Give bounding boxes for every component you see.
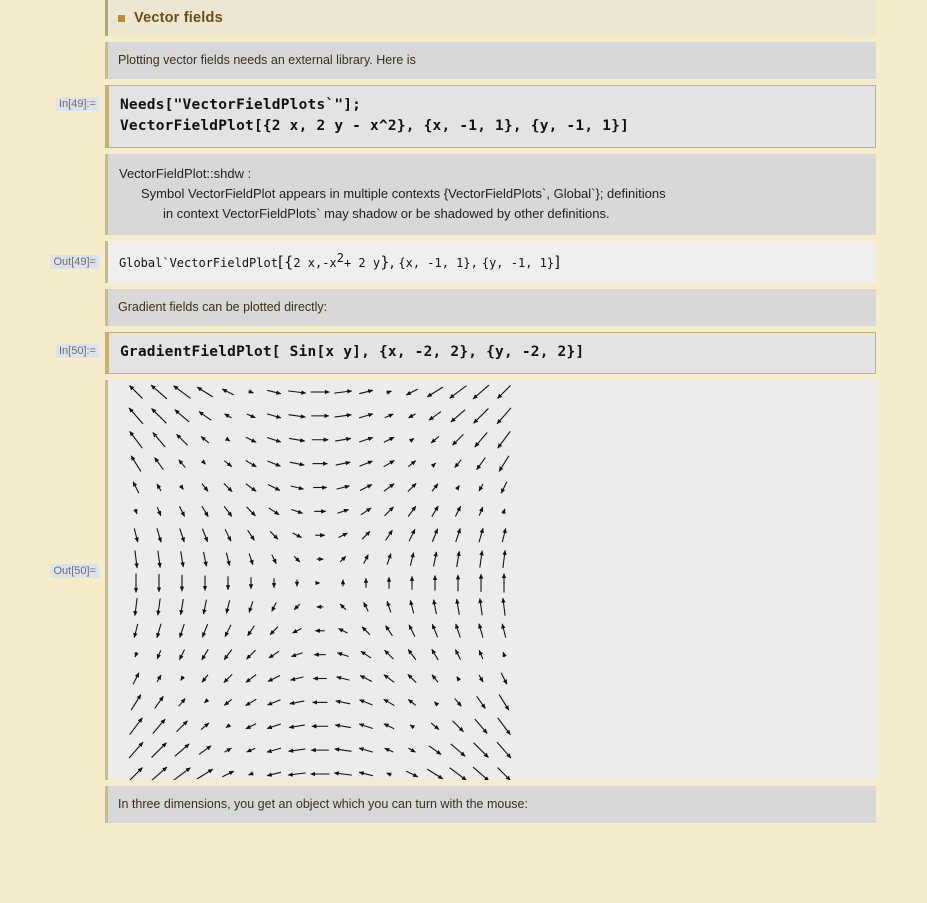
message-cell-shdw [0, 154, 927, 235]
bracket-close-icon: ] [554, 253, 560, 272]
section-heading-cell [0, 0, 927, 36]
input-label-49: In[49]:= [56, 97, 99, 111]
input-label-50-wrap [0, 332, 105, 358]
page-title: Vector fields [134, 10, 223, 26]
text-cell-content[interactable]: Plotting vector fields needs an external library. Here is [105, 42, 876, 79]
output-arg-c: {x, -1, 1}, [398, 256, 478, 271]
input-label-50: In[50]:= [56, 344, 99, 358]
code-line: VectorFieldPlot[{2 x, 2 y - x^2}, {x, -1, 1}, {y, -1, 1}] [120, 118, 629, 135]
output-head: Global`VectorFieldPlot [119, 256, 278, 271]
output-arg-b-base: -x [322, 256, 337, 271]
input-cell-49 [0, 85, 927, 148]
output-arg-b-rest: + 2 y [343, 256, 381, 271]
section-heading[interactable] [105, 0, 876, 36]
vector-field-svg [108, 380, 878, 780]
input-label-49-wrap [0, 85, 105, 111]
message-line-1: Symbol VectorFieldPlot appears in multiple contexts {VectorFieldPlots`, Global`}; definitions [141, 186, 666, 202]
code-input-49[interactable] [105, 85, 876, 148]
message-head: VectorFieldPlot::shdw : [119, 166, 252, 182]
output-cell-50 [0, 380, 927, 780]
output-cell-49 [0, 241, 927, 282]
output-label-50-wrap [0, 380, 105, 578]
input-cell-50 [0, 332, 927, 374]
code-line: Needs["VectorFieldPlots`"]; [120, 97, 362, 113]
output-arg-b-exponent: 2 [336, 251, 344, 266]
output-expression-49[interactable] [105, 241, 876, 282]
code-input-50[interactable] [105, 332, 876, 374]
text-cell-content[interactable]: In three dimensions, you get an object which you can turn with the mouse: [105, 786, 876, 823]
output-label-49: Out[49]= [50, 255, 99, 269]
output-arg-a: 2 x, [293, 256, 323, 271]
output-label-50: Out[50]= [50, 564, 99, 578]
output-label-49-wrap [0, 241, 105, 269]
code-line: GradientFieldPlot[ Sin[x y], {x, -2, 2}, {y, -2, 2}] [120, 343, 585, 360]
brace-close-icon: }, [380, 253, 395, 272]
warning-message[interactable] [105, 154, 876, 235]
text-cell-content[interactable]: Gradient fields can be plotted directly: [105, 289, 876, 326]
message-line-2: in context VectorFieldPlots` may shadow or be shadowed by other definitions. [163, 206, 610, 222]
text-cell-intro [0, 42, 927, 79]
brace-open-icon: { [283, 253, 294, 272]
bracket-open-icon: [ [277, 253, 284, 272]
output-arg-d: {y, -1, 1} [481, 256, 555, 271]
vector-field-graphic[interactable] [105, 380, 878, 780]
text-cell-gradient [0, 289, 927, 326]
text-cell-3d [0, 786, 927, 823]
bullet-square-icon [118, 15, 125, 22]
